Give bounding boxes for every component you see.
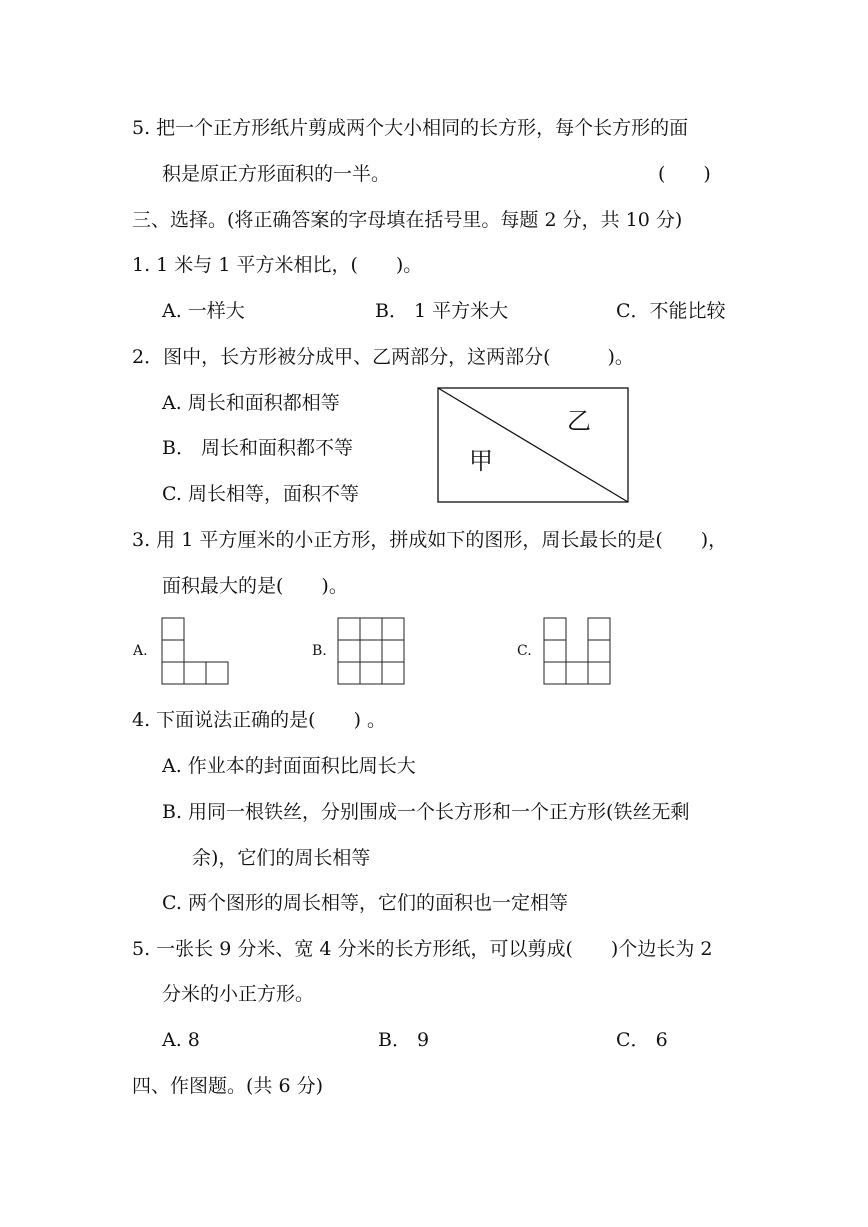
q2-option-b: B． 周长和面积都不等: [162, 437, 354, 459]
judge-q5-line2: 积是原正方形面积的一半。: [162, 163, 391, 185]
q2-stem: 2．图中，长方形被分成甲、乙两部分，这两部分( )。: [132, 346, 634, 368]
q1-stem: 1. 1 米与 1 平方米相比，( )。: [132, 254, 423, 276]
q1-option-b: B． 1 平方米大: [375, 300, 509, 322]
q2-label-yi: 乙: [567, 407, 591, 435]
q3-figure-a-svg: [161, 617, 229, 685]
q3-figure-a: [161, 617, 229, 685]
q4-option-c: C. 两个图形的周长相等，它们的面积也一定相等: [162, 892, 568, 914]
q4-stem: 4. 下面说法正确的是( ) 。: [132, 709, 387, 731]
q3-figure-c-label: C.: [517, 643, 532, 659]
q5-line1: 5. 一张长 9 分米、宽 4 分米的长方形纸，可以剪成( )个边长为 2: [132, 938, 713, 960]
q4-option-a: A. 作业本的封面面积比周长大: [162, 755, 416, 777]
q5-option-c: C． 6: [616, 1029, 668, 1051]
q2-label-jia: 甲: [469, 447, 493, 475]
q3-figure-c-svg: [543, 617, 611, 685]
q4-option-b-line2: 余)，它们的周长相等: [192, 847, 371, 869]
judge-q5-answer-bracket: ( ): [658, 163, 711, 185]
q3-figure-b: [337, 617, 405, 685]
q5-line2: 分米的小正方形。: [162, 983, 315, 1005]
q3-line1: 3. 用 1 平方厘米的小正方形，拼成如下的图形，周长最长的是( )，: [132, 529, 728, 551]
q3-figure-c: [543, 617, 611, 685]
q5-option-b: B． 9: [378, 1029, 430, 1051]
q1-option-a: A. 一样大: [162, 300, 245, 322]
q3-figure-b-label: B.: [312, 643, 327, 659]
q2-option-c: C. 周长相等，面积不等: [162, 483, 359, 505]
q2-option-a: A. 周长和面积都相等: [162, 392, 340, 414]
q2-rectangle-svg: [437, 387, 629, 503]
q3-line2: 面积最大的是( )。: [162, 575, 348, 597]
q3-figure-a-label: A.: [133, 643, 148, 659]
q4-option-b-line1: B. 用同一根铁丝，分别围成一个长方形和一个正方形(铁丝无剩: [162, 801, 690, 823]
section4-header: 四、作图题。(共 6 分): [132, 1075, 323, 1097]
q2-rectangle-figure: [437, 387, 629, 503]
q3-figure-b-svg: [337, 617, 405, 685]
q2-diagonal-line: [438, 388, 628, 502]
q1-option-c: C．不能比较: [616, 300, 726, 322]
section3-header: 三、选择。(将正确答案的字母填在括号里。每题 2 分，共 10 分): [132, 209, 683, 231]
q5-option-a: A. 8: [162, 1029, 200, 1051]
judge-q5-line1: 5. 把一个正方形纸片剪成两个大小相同的长方形，每个长方形的面: [132, 117, 689, 139]
